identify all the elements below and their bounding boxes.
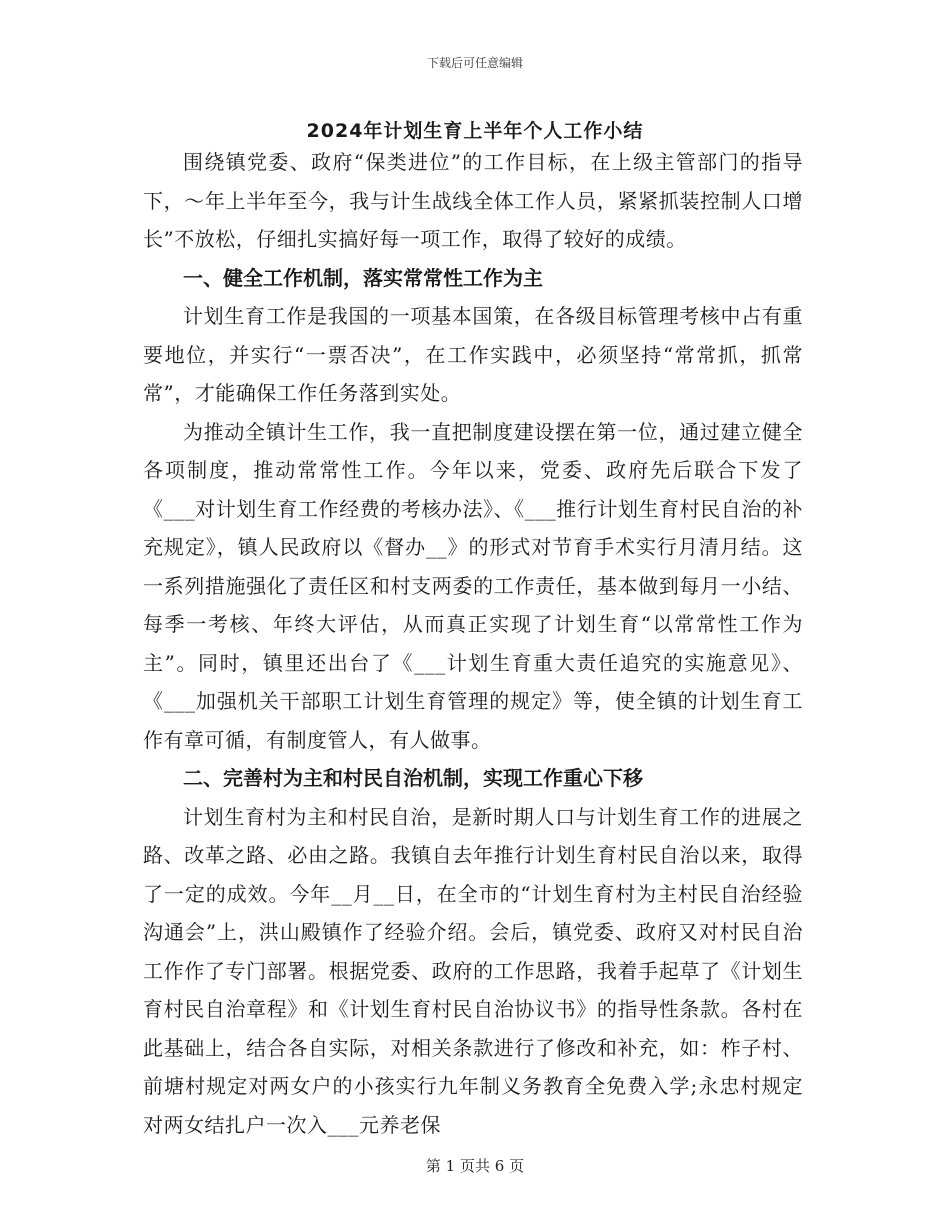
body-paragraph: 为推动全镇计生工作，我一直把制度建设摆在第一位，通过建立健全各项制度，推动常常性工作。今年以来，党委、政府先后联合下发了《___对计划生育工作经费的考核办法》、《___推行计划生育村民自治的补充规定》，镇人民政府以《督办__》的形式对节育手术实行月清月结。这一系列措施强化了责任区和村支两委的工作责任，基本做到每月一小结、每季一考核、年终大评估，从而真正实现了计划生育“以常常性工作为主”。同时，镇里还出台了《___计划生育重大责任追究的实施意见》、《___加强机关干部职工计划生育管理的规定》等，使全镇的计划生育工作有章可循，有制度管人，有人做事。: [143, 419, 803, 752]
section-heading-1: 一、健全工作机制，落实常常性工作为主: [183, 265, 543, 290]
body-paragraph: 计划生育工作是我国的一项基本国策，在各级目标管理考核中占有重要地位，并实行“一票否决”，在工作实践中，必须坚持“常常抓，抓常常”，才能确保工作任务落到实处。: [143, 304, 803, 405]
document-body: [143, 143, 803, 1144]
page-number-footer: 第 1 页共 6 页: [425, 1157, 525, 1175]
intro-paragraph: 围绕镇党委、政府“保类进位”的工作目标，在上级主管部门的指导下，～年上半年至今，我与计生战线全体工作人员，紧紧抓装控制人口增长”不放松，仔细扎实搞好每一项工作，取得了较好的成绩。: [143, 150, 803, 251]
header-note: 下载后可任意编辑: [426, 56, 523, 70]
body-paragraph: 计划生育村为主和村民自治，是新时期人口与计划生育工作的进展之路、改革之路、必由之路。我镇自去年推行计划生育村民自治以来，取得了一定的成效。今年__月__日，在全市的“计划生育村为主村民自治经验沟通会”上，洪山殿镇作了经验介绍。会后，镇党委、政府又对村民自治工作作了专门部署。根据党委、政府的工作思路，我着手起草了《计划生育村民自治章程》和《计划生育村民自治协议书》的指导性条款。各村在此基础上，结合各自实际，对相关条款进行了修改和补充，如：柞子村、前塘村规定对两女户的小孩实行九年制义务教育全免费入学;永忠村规定对两女结扎户一次入___元养老保: [143, 804, 803, 1137]
document-title: 2024年计划生育上半年个人工作小结: [306, 120, 644, 142]
section-heading-2: 二、完善村为主和村民自治机制，实现工作重心下移: [183, 766, 643, 790]
